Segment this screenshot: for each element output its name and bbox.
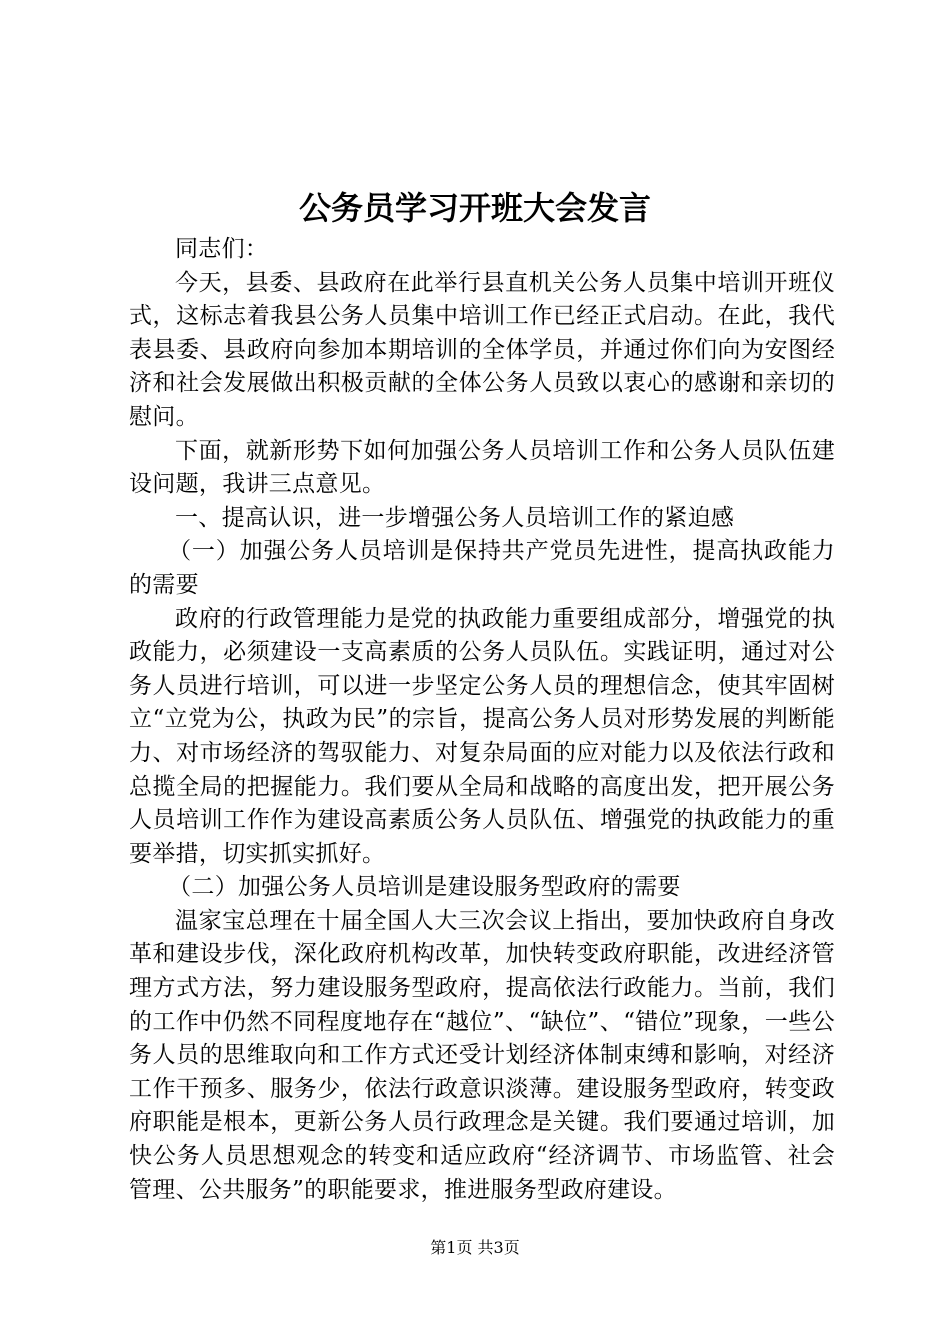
salutation: 同志们： [175,236,269,262]
section-heading-1: 一、提高认识，进一步增强公务人员培训工作的紧迫感 [175,504,735,531]
paragraph-opening: 今天，县委、县政府在此举行县直机关公务人员集中培训开班仪式，这标志着我县公务人员集中培训工作已经正式启动。在此，我代表县委、县政府向参加本期培训的全体学员，并通过你们向为安图经济和社会发展做出积极贡献的全体公务人员致以衷心的感谢和亲切的慰问。 [129,269,835,430]
page-number-footer: 第1页 共3页 [430,1238,520,1257]
paragraph-intro: 下面，就新形势下如何加强公务人员培训工作和公务人员队伍建设问题，我讲三点意见。 [129,437,835,498]
subsection-heading-1: （一）加强公务人员培训是保持共产党员先进性，提高执政能力的需要 [129,538,835,598]
document-body [129,233,835,1207]
paragraph-body-2: 温家宝总理在十届全国人大三次会议上指出，要加快政府自身改革和建设步伐，深化政府机构改革，加快转变政府职能，改进经济管理方式方法，努力建设服务型政府，提高依法行政能力。当前，我们的工作中仍然不同程度地存在“越位”、“缺位”、“错位”现象，一些公务人员的思维取向和工作方式还受计划经济体制束缚和影响，对经济工作干预多、服务少，依法行政意识淡薄。建设服务型政府，转变政府职能是根本，更新公务人员行政理念是关键。我们要通过培训，加快公务人员思想观念的转变和适应政府“经济调节、市场监管、社会管理、公共服务”的职能要求，推进服务型政府建设。 [129,907,835,1203]
paragraph-body-1: 政府的行政管理能力是党的执政能力重要组成部分，增强党的执政能力，必须建设一支高素质的公务人员队伍。实践证明，通过对公务人员进行培训，可以进一步坚定公务人员的理想信念，使其牢固树立“立党为公，执政为民”的宗旨，提高公务人员对形势发展的判断能力、对市场经济的驾驭能力、对复杂局面的应对能力以及依法行政和总揽全局的把握能力。我们要从全局和战略的高度出发，把开展公务人员培训工作作为建设高素质公务人员队伍、增强党的执政能力的重要举措，切实抓实抓好。 [129,605,835,867]
subsection-heading-2: （二）加强公务人员培训是建设服务型政府的需要 [168,874,681,901]
document-title: 公务员学习开班大会发言 [298,189,651,227]
